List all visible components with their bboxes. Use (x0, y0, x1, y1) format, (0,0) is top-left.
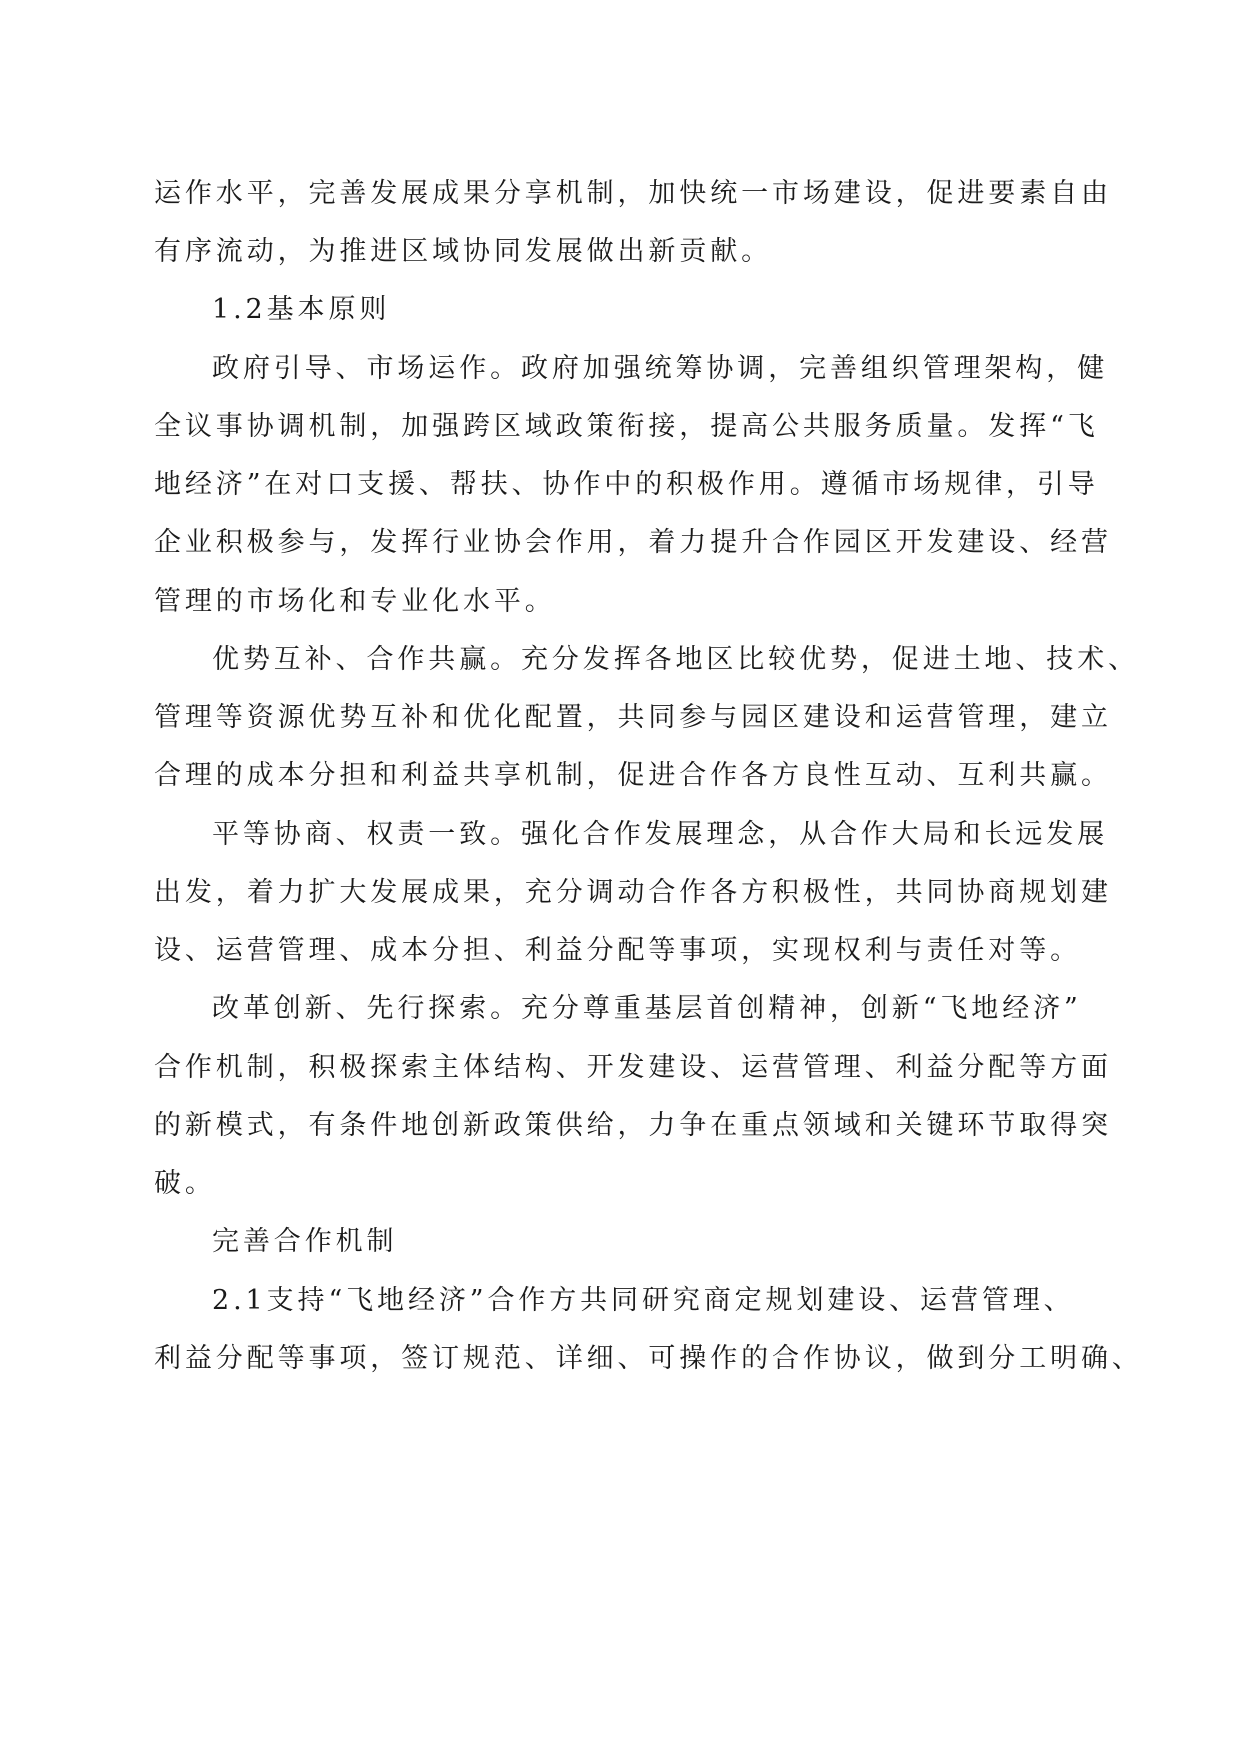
text-line: 的新模式，有条件地创新政策供给，力争在重点领域和关键环节取得突 (154, 1110, 1112, 1141)
section-heading: 1.2基本原则 (212, 294, 391, 325)
text-line: 利益分配等事项，签订规范、详细、可操作的合作协议，做到分工明确、 (154, 1343, 1143, 1374)
text-line: 设、运营管理、成本分担、利益分配等事项，实现权利与责任对等。 (154, 935, 1081, 966)
text-line: 破。 (154, 1168, 216, 1199)
text-line: 政府引导、市场运作。政府加强统筹协调，完善组织管理架构，健 (212, 353, 1109, 384)
text-line: 管理等资源优势互补和优化配置，共同参与园区建设和运营管理，建立 (154, 702, 1112, 733)
text-line: 管理的市场化和专业化水平。 (154, 586, 556, 617)
text-line: 2.1支持“飞地经济”合作方共同研究商定规划建设、运营管理、 (212, 1285, 1075, 1316)
text-line: 优势互补、合作共赢。充分发挥各地区比较优势，促进土地、技术、 (212, 644, 1139, 675)
text-line: 合理的成本分担和利益共享机制，促进合作各方良性互动、互利共赢。 (154, 760, 1112, 791)
text-line: 合作机制，积极探索主体结构、开发建设、运营管理、利益分配等方面 (154, 1052, 1112, 1083)
text-line: 出发，着力扩大发展成果，充分调动合作各方积极性，共同协商规划建 (154, 877, 1112, 908)
text-line: 有序流动，为推进区域协同发展做出新贡献。 (154, 236, 772, 267)
text-line: 运作水平，完善发展成果分享机制，加快统一市场建设，促进要素自由 (154, 178, 1112, 209)
text-line: 企业积极参与，发挥行业协会作用，着力提升合作园区开发建设、经营 (154, 527, 1112, 558)
text-line: 全议事协调机制，加强跨区域政策衔接，提高公共服务质量。发挥“飞 (154, 411, 1099, 442)
section-heading: 完善合作机制 (212, 1226, 398, 1257)
text-line: 地经济”在对口支援、帮扶、协作中的积极作用。遵循市场规律，引导 (154, 469, 1099, 500)
text-line: 改革创新、先行探索。充分尊重基层首创精神，创新“飞地经济” (212, 993, 1082, 1024)
text-line: 平等协商、权责一致。强化合作发展理念，从合作大局和长远发展 (212, 819, 1109, 850)
